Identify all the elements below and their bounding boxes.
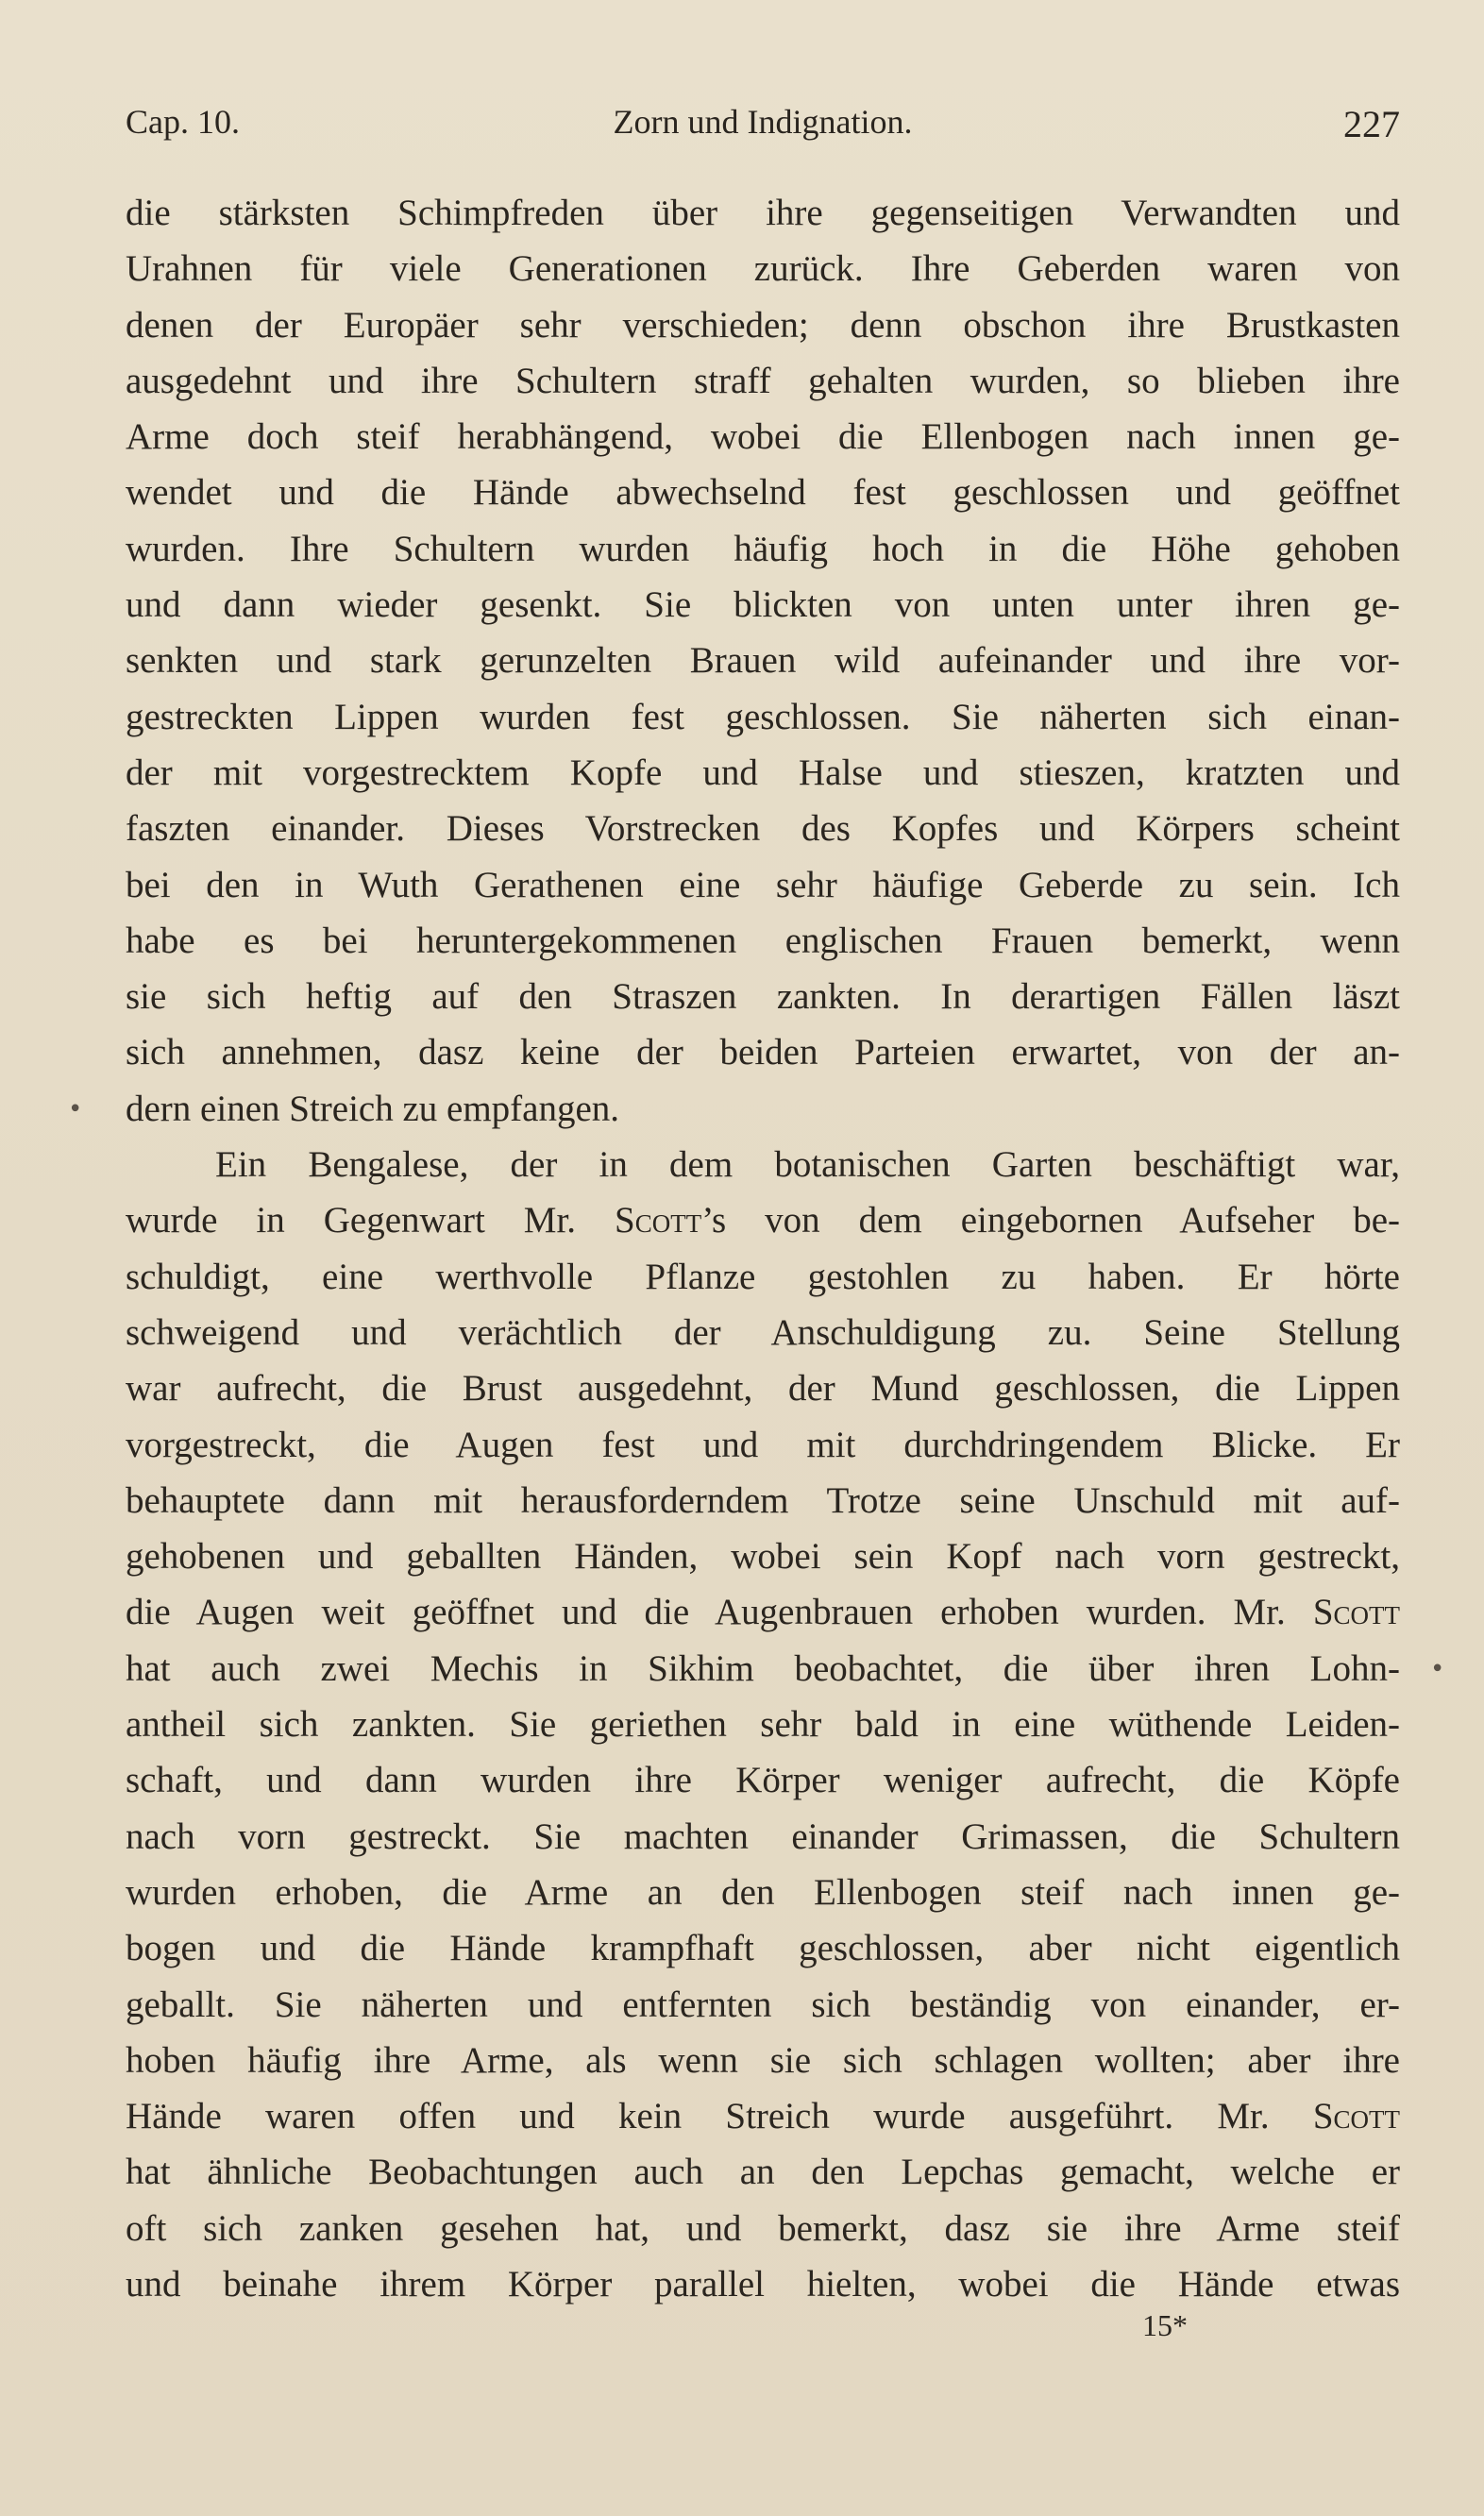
text-line: nach vorn gestreckt. Sie machten einander Grimassen, die Schultern — [126, 1815, 1400, 1857]
text-line: denen der Europäer sehr verschieden; denn obschon ihre Brustkasten — [126, 304, 1400, 346]
text-segment: die Augen weit geöffnet und die Augenbrauen erhoben wurden. Mr. — [126, 1592, 1313, 1633]
text-line: oft sich zanken gesehen hat, und bemerkt, dasz sie ihre Arme steif — [126, 2207, 1400, 2249]
chapter-label: Cap. 10. — [126, 103, 240, 141]
name-smallcaps: Scott — [615, 1200, 702, 1241]
text-line: gestreckten Lippen wurden fest geschlossen. Sie näherten sich einan- — [126, 696, 1400, 737]
text-line: wendet und die Hände abwechselnd fest geschlossen und geöffnet — [126, 472, 1400, 514]
running-title: Zorn und Indignation. — [613, 103, 913, 141]
text-line: antheil sich zankten. Sie geriethen sehr bald in eine wüthende Leiden- — [126, 1704, 1400, 1746]
text-line: faszten einander. Dieses Vorstrecken des Kopfes und Körpers scheint — [126, 808, 1400, 850]
text-line: sie sich heftig auf den Straszen zankten. In derartigen Fällen läszt — [126, 976, 1400, 1018]
text-line: und beinahe ihrem Körper parallel hielten, wobei die Hände etwas — [126, 2263, 1400, 2305]
text-line: bei den in Wuth Gerathenen eine sehr häufige Geberde zu sein. Ich — [126, 864, 1400, 905]
name-smallcaps: Scott — [1312, 2096, 1400, 2137]
text-line: ausgedehnt und ihre Schultern straff gehalten wurden, so blieben ihre — [126, 360, 1400, 401]
text-line: hat auch zwei Mechis in Sikhim beobachtet, die über ihren Lohn- — [126, 1647, 1400, 1689]
body-text — [126, 185, 1400, 2312]
text-line: schuldigt, eine werthvolle Pflanze gestohlen zu haben. Er hörte — [126, 1256, 1400, 1297]
text-line — [126, 2088, 1400, 2144]
text-line: gehobenen und geballten Händen, wobei sein Kopf nach vorn gestreckt, — [126, 1536, 1400, 1578]
paragraph-start-line: Ein Bengalese, der in dem botanischen Garten beschäftigt war, — [215, 1144, 1400, 1186]
name-smallcaps: Scott — [1312, 1592, 1400, 1633]
page-number: 227 — [1343, 103, 1400, 145]
running-header — [126, 102, 1400, 149]
text-line — [126, 1584, 1400, 1640]
text-segment: ’s von dem eingebornen Aufseher be- — [701, 1200, 1400, 1241]
text-line: geballt. Sie näherten und entfernten sich beständig von einander, er- — [126, 1984, 1400, 2025]
text-line: schweigend und verächtlich der Anschuldigung zu. Seine Stellung — [126, 1311, 1400, 1353]
text-line: behauptete dann mit herausforderndem Trotze seine Unschuld mit auf- — [126, 1479, 1400, 1521]
text-line: war aufrecht, die Brust ausgedehnt, der Mund geschlossen, die Lippen — [126, 1368, 1400, 1410]
text-line: sich annehmen, dasz keine der beiden Parteien erwartet, von der an- — [126, 1032, 1400, 1073]
text-line: bogen und die Hände krampfhaft geschlossen, aber nicht eigentlich — [126, 1928, 1400, 1969]
margin-dot-right: • — [1430, 1655, 1445, 1683]
text-line: die stärksten Schimpfreden über ihre gegenseitigen Verwandten und — [126, 193, 1400, 233]
text-line: schaft, und dann wurden ihre Körper weniger aufrecht, die Köpfe — [126, 1760, 1400, 1801]
text-line: dern einen Streich zu empfangen. — [126, 1088, 620, 1129]
text-line: habe es bei heruntergekommenen englischen Frauen bemerkt, wenn — [126, 920, 1400, 961]
text-line — [126, 1192, 1400, 1248]
text-line: vorgestreckt, die Augen fest und mit durchdringendem Blicke. Er — [126, 1424, 1400, 1465]
text-segment: wurde in Gegenwart Mr. — [126, 1200, 615, 1241]
signature-mark: 15* — [1142, 2308, 1188, 2342]
text-line: Urahnen für viele Generationen zurück. Ihre Geberden waren von — [126, 248, 1400, 290]
text-line: Arme doch steif herabhängend, wobei die Ellenbogen nach innen ge- — [126, 416, 1400, 458]
margin-dot-left: • — [68, 1095, 83, 1123]
text-line: hoben häufig ihre Arme, als wenn sie sich schlagen wollten; aber ihre — [126, 2039, 1400, 2081]
text-line: wurden erhoben, die Arme an den Ellenbogen steif nach innen ge- — [126, 1871, 1400, 1913]
text-line: senkten und stark gerunzelten Brauen wild aufeinander und ihre vor- — [126, 640, 1400, 682]
text-line: und dann wieder gesenkt. Sie blickten von unten unter ihren ge- — [126, 584, 1400, 626]
text-line: wurden. Ihre Schultern wurden häufig hoch in die Höhe gehoben — [126, 528, 1400, 569]
text-line: der mit vorgestrecktem Kopfe und Halse und stieszen, kratzten und — [126, 751, 1400, 793]
text-segment: Hände waren offen und kein Streich wurde ausgeführt. Mr. — [126, 2096, 1313, 2137]
text-line: hat ähnliche Beobachtungen auch an den Lepchas gemacht, welche er — [126, 2152, 1400, 2193]
